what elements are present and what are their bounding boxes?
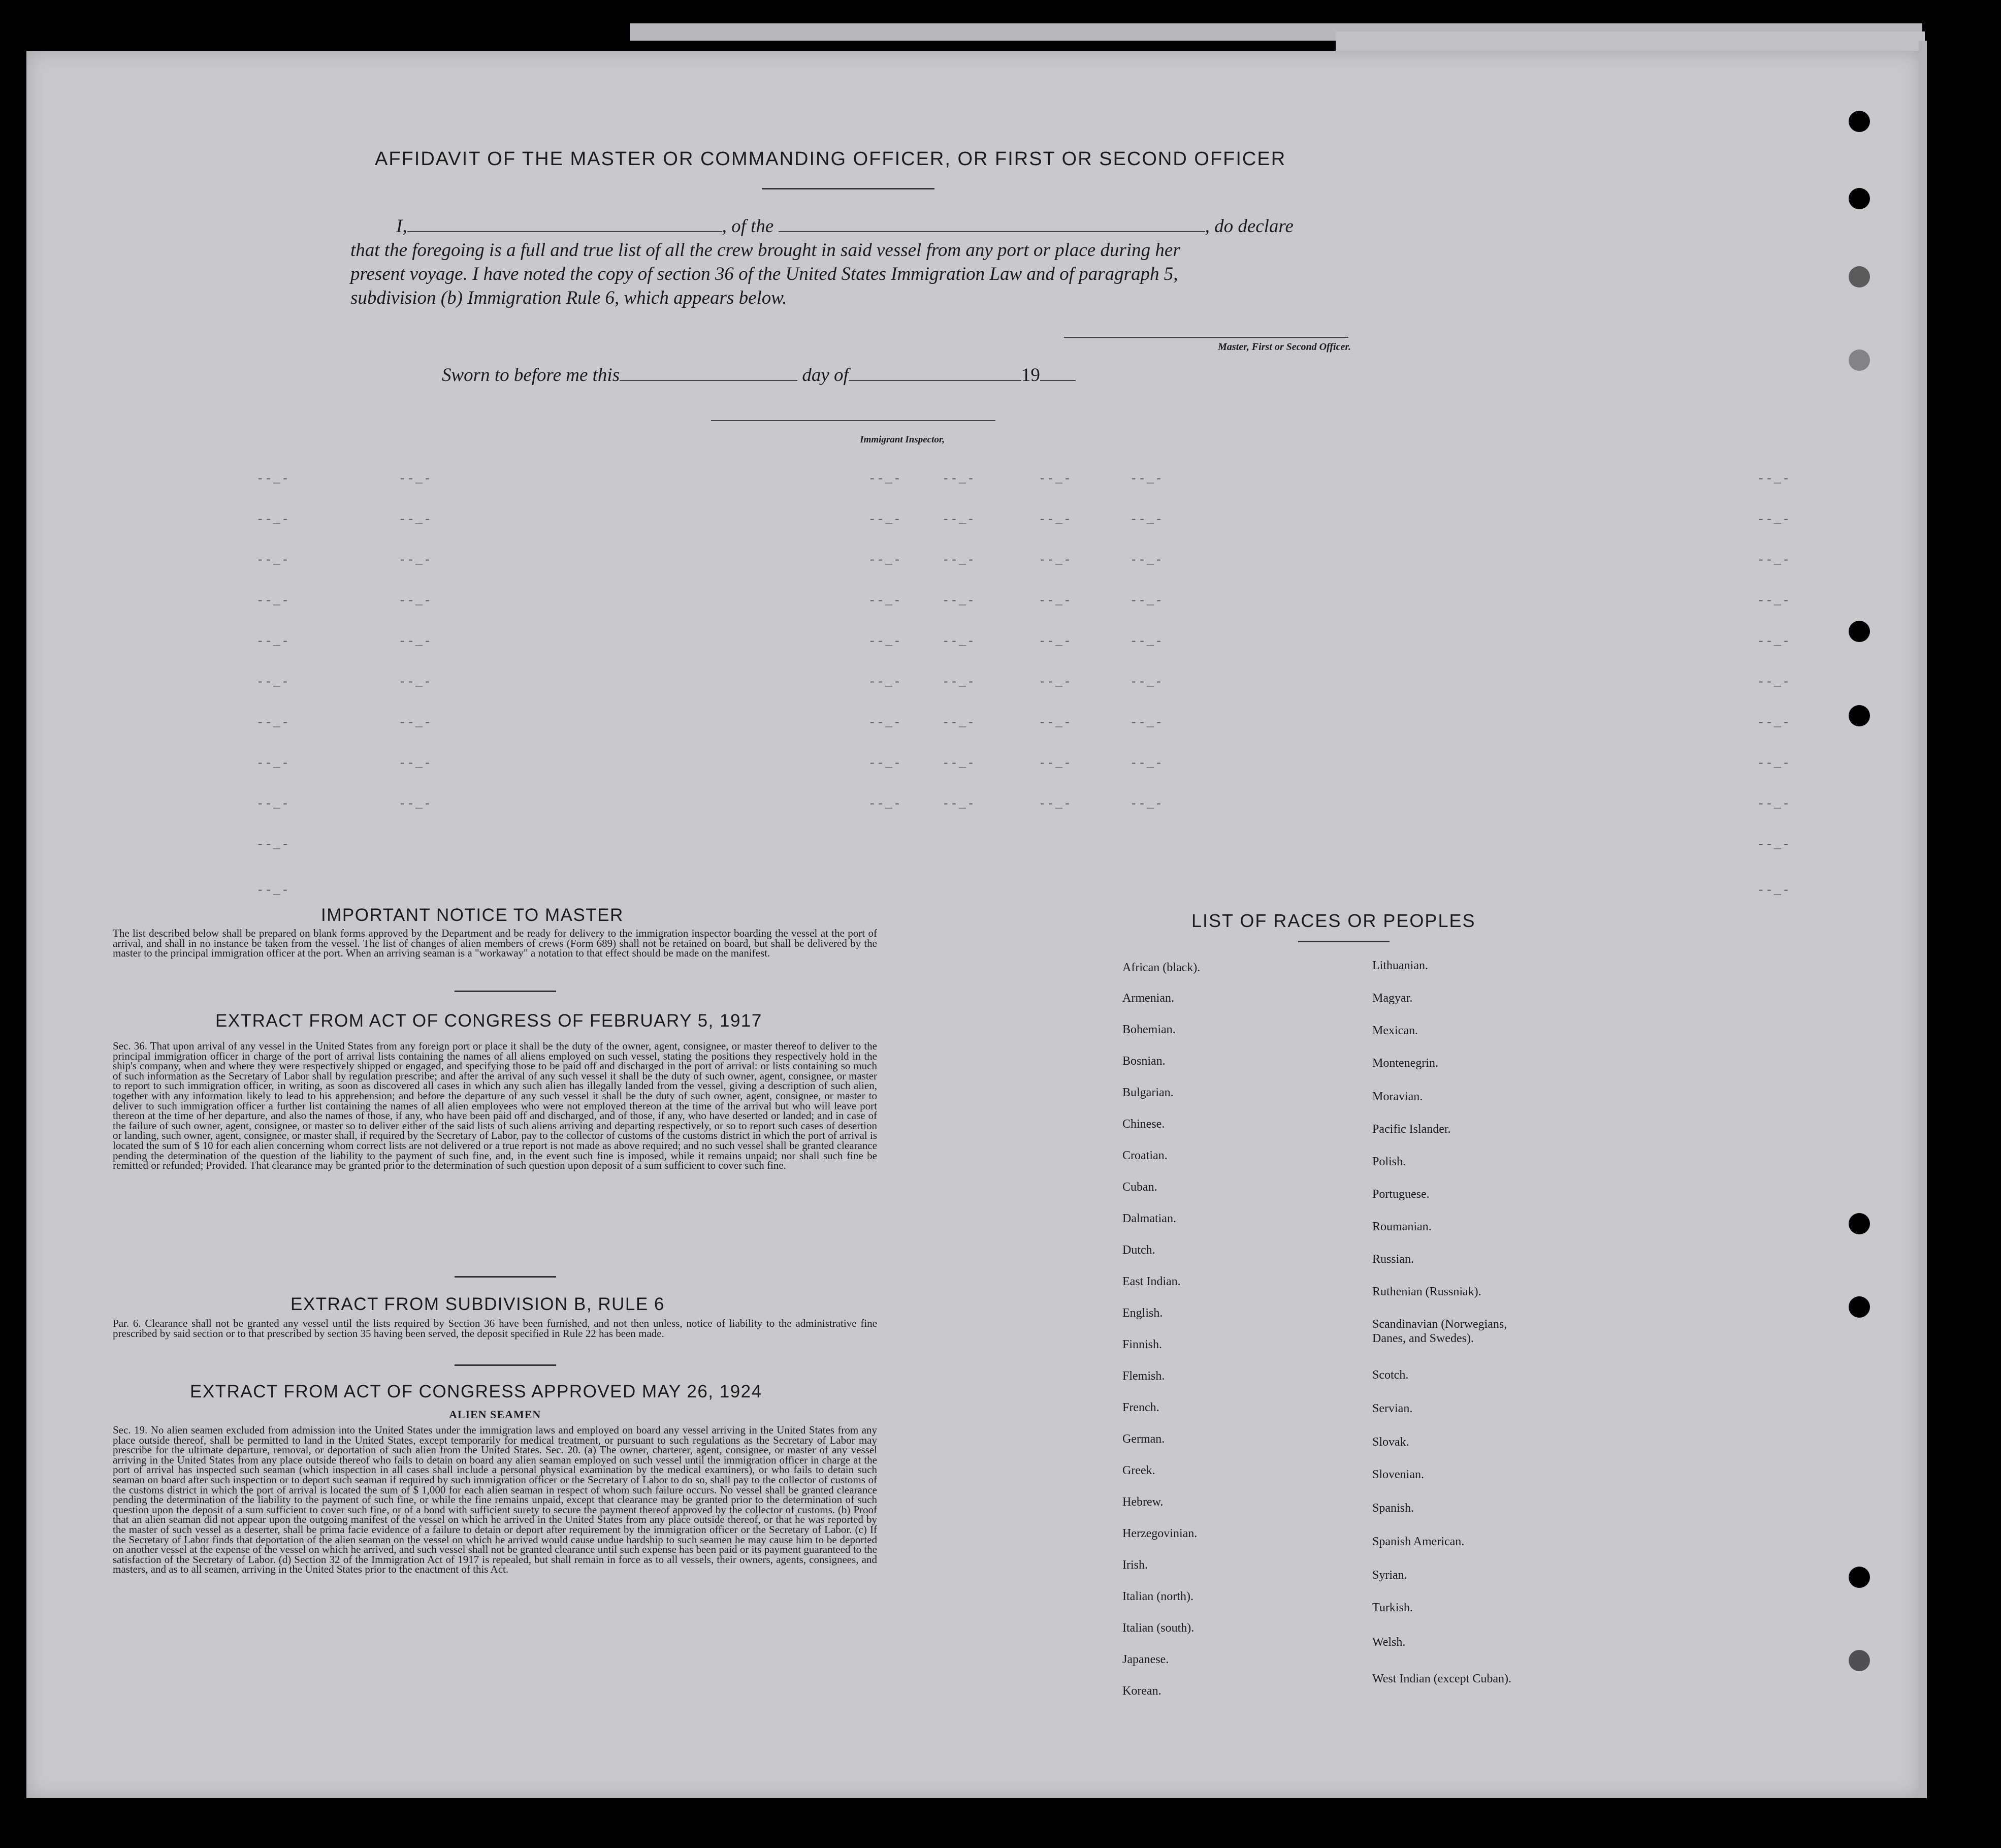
dash-mark: --_- xyxy=(256,884,290,898)
year-prefix: 19 xyxy=(1021,365,1040,386)
binder-hole xyxy=(1849,111,1870,132)
binder-hole xyxy=(1849,266,1870,288)
race-item: Roumanian. xyxy=(1372,1220,1432,1233)
race-item: African (black). xyxy=(1122,961,1201,974)
inspector-label: Immigrant Inspector, xyxy=(860,434,945,445)
affidavit-text xyxy=(350,214,1366,310)
year-blank[interactable] xyxy=(1040,365,1076,381)
race-item: Dalmatian. xyxy=(1122,1212,1176,1225)
race-item: Bulgarian. xyxy=(1122,1086,1174,1099)
race-item: Italian (south). xyxy=(1122,1621,1195,1635)
dash-mark: --_- xyxy=(1039,757,1072,771)
race-item: Portuguese. xyxy=(1372,1188,1430,1201)
dash-mark: --_- xyxy=(1757,757,1791,771)
race-item: Montenegrin. xyxy=(1372,1057,1438,1070)
dash-mark: --_- xyxy=(399,676,432,689)
dash-mark: --_- xyxy=(942,554,976,567)
signature-label: Master, First or Second Officer. xyxy=(1218,341,1351,353)
vessel-blank[interactable] xyxy=(779,216,1205,232)
dash-mark: --_- xyxy=(399,554,432,567)
dash-mark: --_- xyxy=(942,513,976,527)
affidavit-title: AFFIDAVIT OF THE MASTER OR COMMANDING OFFICER, OR FIRST OR SECOND OFFICER xyxy=(375,148,1286,170)
race-item: Pacific Islander. xyxy=(1372,1123,1451,1136)
dash-mark: --_- xyxy=(1757,884,1791,898)
dash-mark: --_- xyxy=(1757,716,1791,730)
race-item: Bohemian. xyxy=(1122,1023,1176,1036)
dash-mark: --_- xyxy=(256,716,290,730)
race-item: East Indian. xyxy=(1122,1275,1181,1288)
binder-hole xyxy=(1849,1213,1870,1234)
dash-mark: --_- xyxy=(256,594,290,608)
dash-mark: --_- xyxy=(942,594,976,608)
race-item: Magyar. xyxy=(1372,992,1413,1005)
dash-mark: --_- xyxy=(1039,513,1072,527)
race-item: Italian (north). xyxy=(1122,1590,1193,1603)
affidavit-of-the: , of the xyxy=(722,216,774,237)
race-item: Armenian. xyxy=(1122,992,1174,1005)
dash-mark: --_- xyxy=(868,676,902,689)
dash-mark: --_- xyxy=(1039,472,1072,486)
dash-mark: --_- xyxy=(1130,716,1164,730)
dash-mark: --_- xyxy=(1039,554,1072,567)
binder-hole xyxy=(1849,1296,1870,1318)
extract-1917-title: EXTRACT FROM ACT OF CONGRESS OF FEBRUARY 5, 1917 xyxy=(215,1011,762,1031)
race-item: Russian. xyxy=(1372,1253,1414,1266)
dash-mark: --_- xyxy=(256,757,290,771)
race-item: Welsh. xyxy=(1372,1636,1406,1649)
dash-mark: --_- xyxy=(1757,838,1791,852)
race-item: Servian. xyxy=(1372,1402,1413,1415)
dash-mark: --_- xyxy=(942,757,976,771)
dash-mark: --_- xyxy=(868,472,902,486)
notice-title: IMPORTANT NOTICE TO MASTER xyxy=(321,905,624,925)
race-item: Scandinavian (Norwegians, xyxy=(1372,1318,1507,1331)
race-item: Spanish. xyxy=(1372,1502,1414,1515)
title-rule xyxy=(762,188,934,189)
affidavit-line-2: that the foregoing is a full and true list of all the crew brought in said vessel from any port or place during her xyxy=(350,240,1180,261)
extract-1924-text: Sec. 19. No alien seamen excluded from admission into the United States under the immigration laws and employed on board any vessel arriving in the United States from any place outside thereof, shall be permitted to land in the United States, except temporarily for medical treatment, or pursuant to such regulations as the Secretary of Labor may prescribe for the ultimate departure, removal, or deportation of such alien from the United States. Sec. 20. (a) The owner, charterer, agent, consignee, or master of any vessel arriving in the United States from any place outside thereof who fails to detain on board any alien seaman employed on such vessel until the immigration officer in charge at the port of arrival has inspected such seaman (which inspection in all cases shall include a personal physical examination by the medical examiners), or who fails to detain such seaman on board after such inspection or to deport such seaman if required by such immigration officer or the Secretary of Labor to do so, shall pay to the collector of customs of the customs district in which the port of arrival is located the sum of $ 1,000 for each alien seaman in respect of whom such failure occurs. No vessel shall be granted clearance pending the determination of the liability to the payment of such fine, or while the fine remains unpaid, except that clearance may be granted prior to the determination of such question upon the deposit of a sum sufficient to cover such fine, or of a bond with sufficient surety to secure the payment thereof approved by the collector of customs. (b) Proof that an alien seaman did not appear upon the outgoing manifest of the vessel on which he arrived in the United States from any place outside thereof, or that he was reported by the master of such vessel as a deserter, shall be prima facie evidence of a failure to detain or deport after requirement by the immigration officer or the Secretary of Labor. (c) If the Secretary of Labor finds that deportation of the alien seaman on the vessel on which he arrived would cause undue hardship to such seamen he may cause him to be deported on another vessel at the expense of the vessel on which he arrived, and such vessel shall not be granted clearance until such expense has been paid or its payment guaranteed to the satisfaction of the Secretary of Labor. (d) Section 32 of the Immigration Act of 1917 is repealed, but shall remain in force as to all vessels, their owners, agents, consignees, and masters, and as to all seamen, arriving in the United States prior to the enactment of this Act. xyxy=(113,1424,877,1576)
dash-mark: --_- xyxy=(256,554,290,567)
dash-mark: --_- xyxy=(1757,635,1791,649)
section-rule xyxy=(455,1276,556,1278)
dash-mark: --_- xyxy=(1130,757,1164,771)
rule-6-text: Par. 6. Clearance shall not be granted any vessel until the lists required by Section 36 have been furnished, and not then unless, notice of liability to the administrative fine prescribed by said section or to that prescribed by section 35 having been served, the deposit specified in Rule 22 has been made. xyxy=(113,1317,877,1340)
section-rule xyxy=(455,991,556,992)
dash-mark: --_- xyxy=(1130,676,1164,689)
binder-hole xyxy=(1849,1650,1870,1671)
dash-mark: --_- xyxy=(399,798,432,811)
page-edge-behind xyxy=(1336,31,1925,52)
inspector-signature-line[interactable] xyxy=(711,420,995,421)
notice-text: The list described below shall be prepared on blank forms approved by the Department and be ready for delivery to the immigration inspector boarding the vessel at the port of arrival, and shall in no instance be taken from the vessel. The list of changes of alien members of crews (Form 689) shall not be retained on board, but shall be delivered by the master to the principal immigration officer at the port. When an arriving seaman is a "workaway" a notation to that effect should be made on the manifest. xyxy=(113,927,877,960)
affidavit-i: I, xyxy=(396,216,407,237)
dash-mark: --_- xyxy=(1757,472,1791,486)
alien-seamen-subtitle: ALIEN SEAMEN xyxy=(449,1408,541,1421)
race-item: Moravian. xyxy=(1372,1090,1423,1103)
race-item: French. xyxy=(1122,1401,1159,1414)
dash-mark: --_- xyxy=(399,757,432,771)
races-rule xyxy=(1298,941,1390,942)
extract-1917-text: Sec. 36. That upon arrival of any vessel in the United States from any foreign port or place it shall be the duty of the owner, agent, consignee, or master thereof to deliver to the principal immigration officer in charge of the port of arrival lists containing the names of all aliens employed on such vessel, stating the positions they respectively hold in the ship's company, when and where they were respectively shipped or engaged, and specifying those to be paid off and discharged in the port of arrival: or lists containing so much of such information as the Secretary of Labor shall by regulation prescribe; and after the arrival of any such vessel it shall be the duty of such owner, agent, consignee, or master to report to such immigration officer, in writing, as soon as discovered all cases in which any such alien has illegally landed from the vessel, giving a description of such alien, together with any information likely to lead to his apprehension; and before the departure of any such vessel it shall be the duty of such owner, agent, consignee, or master to deliver to such immigration officer a further list containing the names of all alien employees who were not employed thereon at the time of the arrival but who will leave port thereon at the time of her departure, and also the names of those, if any, who have been paid off and discharged, and of those, if any, who have deserted or landed; and in case of the failure of such owner, agent, consignee, or master so to deliver either of the said lists of such aliens arriving and departing respectively, or so to report such cases of desertion or landing, such owner, agent, consignee, or master shall, if required by the Secretary of Labor, pay to the collector of customs of the customs district in which the port of arrival is located the sum of $ 10 for each alien concerning whom correct lists are not delivered or a true report is not made as above required; and no such vessel shall be granted clearance pending the determination of the question of the liability to the payment of such fine, and, in the event such fine is imposed, while it remains unpaid; nor shall such fine be remitted or refunded; Provided. That clearance may be granted prior to the determination of such question upon deposit of a sum sufficient to cover such fine. xyxy=(113,1040,877,1172)
dash-mark: --_- xyxy=(256,635,290,649)
race-item: Bosnian. xyxy=(1122,1055,1166,1068)
dash-mark: --_- xyxy=(399,472,432,486)
race-item: English. xyxy=(1122,1307,1163,1320)
race-item: Syrian. xyxy=(1372,1569,1407,1582)
dash-mark: --_- xyxy=(942,676,976,689)
dash-mark: --_- xyxy=(942,472,976,486)
race-item: Hebrew. xyxy=(1122,1495,1164,1509)
dash-mark: --_- xyxy=(1757,676,1791,689)
race-item: Flemish. xyxy=(1122,1369,1165,1383)
dash-mark: --_- xyxy=(399,513,432,527)
race-item: Mexican. xyxy=(1372,1024,1418,1037)
dash-mark: --_- xyxy=(868,798,902,811)
extract-1924-title: EXTRACT FROM ACT OF CONGRESS APPROVED MAY 26, 1924 xyxy=(190,1382,762,1401)
race-item: German. xyxy=(1122,1432,1165,1446)
affidavit-declare: , do declare xyxy=(1205,216,1294,237)
dash-mark: --_- xyxy=(1130,798,1164,811)
race-item: Spanish American. xyxy=(1372,1535,1465,1548)
race-item: Cuban. xyxy=(1122,1181,1157,1194)
races-title: LIST OF RACES OR PEOPLES xyxy=(1191,910,1476,931)
binder-hole xyxy=(1849,705,1870,726)
sworn-line xyxy=(442,364,1076,386)
day-of-text: day of xyxy=(802,365,849,386)
race-item: Finnish. xyxy=(1122,1338,1163,1351)
race-item: Scotch. xyxy=(1372,1368,1409,1382)
dash-mark: --_- xyxy=(942,716,976,730)
signature-line[interactable] xyxy=(1064,337,1348,338)
dash-mark: --_- xyxy=(1757,594,1791,608)
race-item: West Indian (except Cuban). xyxy=(1372,1672,1511,1685)
race-item: Irish. xyxy=(1122,1558,1148,1572)
affidavit-line-4: subdivision (b) Immigration Rule 6, which appears below. xyxy=(350,288,787,308)
race-item: Turkish. xyxy=(1372,1601,1413,1614)
dash-mark: --_- xyxy=(1130,635,1164,649)
dash-mark: --_- xyxy=(399,716,432,730)
dash-mark: --_- xyxy=(942,635,976,649)
race-item: Dutch. xyxy=(1122,1244,1155,1257)
dash-mark: --_- xyxy=(399,594,432,608)
affidavit-line-3: present voyage. I have noted the copy of section 36 of the United States Immigration Law and of paragraph 5, xyxy=(350,264,1178,284)
dash-mark: --_- xyxy=(868,716,902,730)
binder-hole xyxy=(1849,621,1870,642)
dash-mark: --_- xyxy=(1757,554,1791,567)
binder-hole xyxy=(1849,188,1870,209)
race-item: Slovak. xyxy=(1372,1436,1409,1449)
race-item: Chinese. xyxy=(1122,1118,1165,1131)
section-rule xyxy=(455,1364,556,1366)
race-item: Korean. xyxy=(1122,1684,1161,1698)
dash-mark: --_- xyxy=(256,676,290,689)
dash-mark: --_- xyxy=(1757,513,1791,527)
sworn-text: Sworn to before me this xyxy=(442,365,620,386)
dash-mark: --_- xyxy=(1130,594,1164,608)
dash-mark: --_- xyxy=(1757,798,1791,811)
name-blank[interactable] xyxy=(407,216,722,232)
dash-mark: --_- xyxy=(256,513,290,527)
binder-hole xyxy=(1849,1567,1870,1588)
race-item: Slovenian. xyxy=(1372,1468,1424,1481)
dash-mark: --_- xyxy=(942,798,976,811)
dash-mark: --_- xyxy=(1039,594,1072,608)
month-blank[interactable] xyxy=(849,365,1021,381)
race-item: Croatian. xyxy=(1122,1149,1168,1162)
dash-mark: --_- xyxy=(1039,676,1072,689)
dash-mark: --_- xyxy=(868,594,902,608)
dash-mark: --_- xyxy=(868,554,902,567)
race-item: Lithuanian. xyxy=(1372,959,1428,972)
dash-mark: --_- xyxy=(256,472,290,486)
dash-mark: --_- xyxy=(1039,635,1072,649)
dash-mark: --_- xyxy=(256,838,290,852)
race-item: Danes, and Swedes). xyxy=(1372,1332,1474,1345)
dash-mark: --_- xyxy=(399,635,432,649)
dash-mark: --_- xyxy=(256,798,290,811)
race-item: Herzegovinian. xyxy=(1122,1527,1198,1540)
dash-mark: --_- xyxy=(1130,472,1164,486)
race-item: Polish. xyxy=(1372,1155,1406,1168)
day-blank[interactable] xyxy=(620,365,797,381)
race-item: Japanese. xyxy=(1122,1653,1169,1666)
rule-6-title: EXTRACT FROM SUBDIVISION B, RULE 6 xyxy=(291,1294,665,1314)
page-edge-right xyxy=(1919,41,1927,1798)
affidavit-line-1 xyxy=(350,214,1366,238)
binder-hole xyxy=(1849,349,1870,371)
dash-mark: --_- xyxy=(1130,513,1164,527)
dash-mark: --_- xyxy=(1039,716,1072,730)
race-item: Greek. xyxy=(1122,1464,1155,1477)
dash-mark: --_- xyxy=(868,513,902,527)
dash-mark: --_- xyxy=(868,757,902,771)
dash-mark: --_- xyxy=(868,635,902,649)
dash-mark: --_- xyxy=(1130,554,1164,567)
race-item: Ruthenian (Russniak). xyxy=(1372,1285,1481,1298)
dash-mark: --_- xyxy=(1039,798,1072,811)
